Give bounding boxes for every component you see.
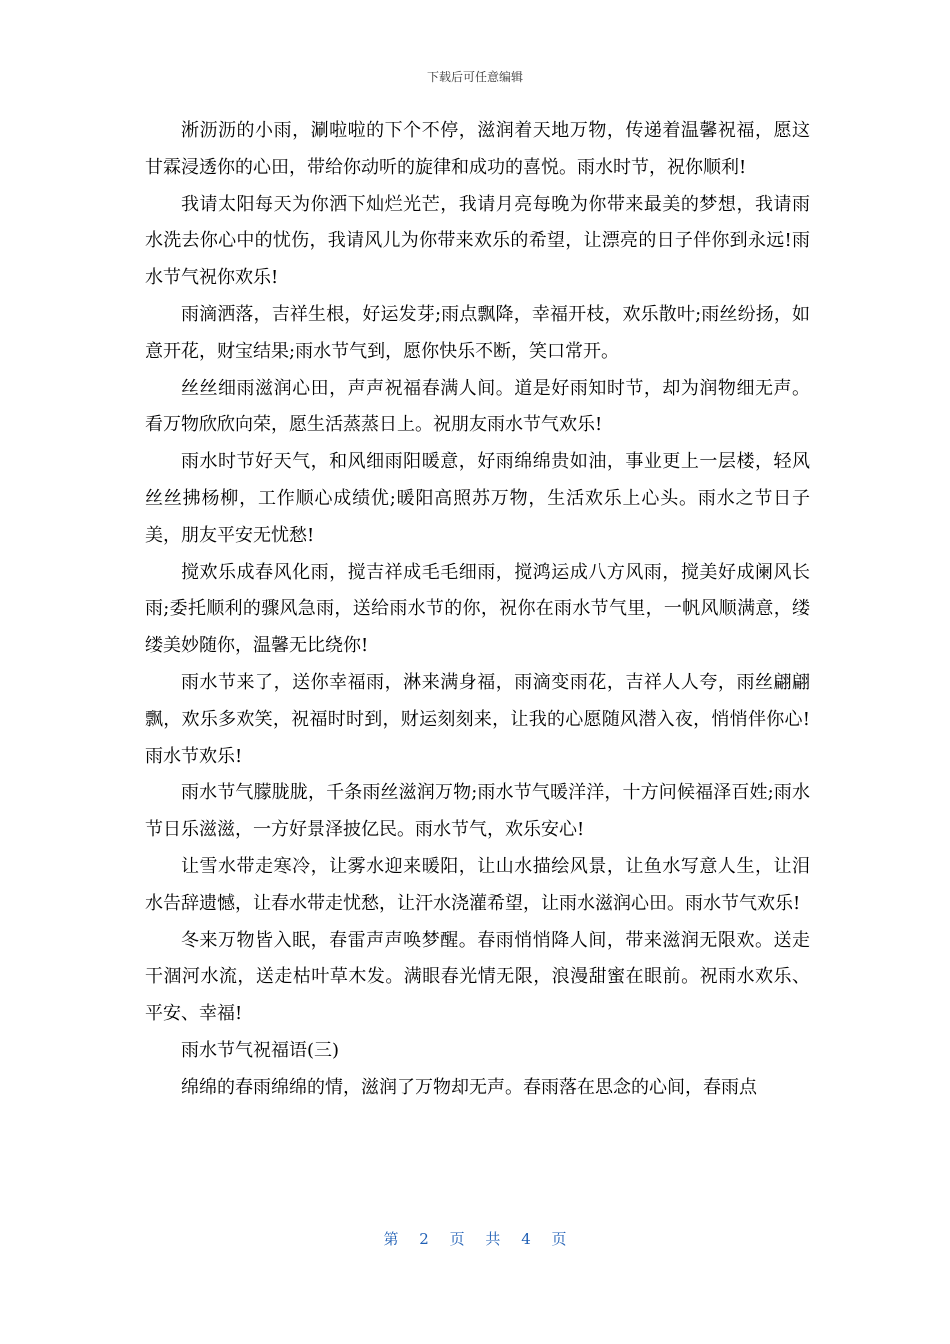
- paragraph: 雨水节气朦胧胧，千条雨丝滋润万物;雨水节气暖洋洋，十方问候福泽百姓;雨水节日乐滋滋，一方好景泽披亿民。雨水节气，欢乐安心!: [145, 782, 810, 841]
- paragraph: 雨水节来了，送你幸福雨，淋来满身福，雨滴变雨花，吉祥人人夸，雨丝翩翩飘，欢乐多欢笑，祝福时时到，财运刻刻来，让我的心愿随风潜入夜，悄悄伴你心!雨水节欢乐!: [145, 671, 810, 767]
- paragraph: 绵绵的春雨绵绵的情，滋润了万物却无声。春雨落在思念的心间，春雨点: [181, 1076, 757, 1098]
- paragraph: 我请太阳每天为你洒下灿烂光芒，我请月亮每晚为你带来最美的梦想，我请雨水洗去你心中的忧伤，我请风儿为你带来欢乐的希望，让漂亮的日子伴你到永远!雨水节气祝你欢乐!: [145, 193, 810, 289]
- paragraph: 搅欢乐成春风化雨，搅吉祥成毛毛细雨，搅鸿运成八方风雨，搅美好成阑风长雨;委托顺利的骤风急雨，送给雨水节的你，祝你在雨水节气里，一帆风顺满意，缕缕美妙随你，温馨无比绕你!: [145, 561, 810, 657]
- page-number: 2: [419, 1230, 429, 1248]
- paragraph: 冬来万物皆入眠，春雷声声唤梦醒。春雨悄悄降人间，带来滋润无限欢。送走干涸河水流，送走枯叶草木发。满眼春光情无限，浪漫甜蜜在眼前。祝雨水欢乐、平安、幸福!: [145, 929, 810, 1025]
- total-label: 共: [485, 1230, 501, 1248]
- paragraph: 雨水时节好天气，和风细雨阳暖意，好雨绵绵贵如油，事业更上一层楼，轻风丝丝拂杨柳，工作顺心成绩优;暖阳高照苏万物，生活欢乐上心头。雨水之节日子美，朋友平安无忧愁!: [145, 451, 810, 546]
- total-pages: 4: [521, 1230, 531, 1248]
- paragraph: 淅沥沥的小雨，涮啦啦的下个不停，滋润着天地万物，传递着温馨祝福，愿这甘霖浸透你的心田，带给你动听的旋律和成功的喜悦。雨水时节，祝你顺利!: [145, 120, 810, 178]
- page-unit: 页: [449, 1230, 465, 1248]
- paragraph: 让雪水带走寒冷，让雾水迎来暖阳，让山水描绘风景，让鱼水写意人生，让泪水告辞遗憾，让春水带走忧愁，让汗水浇灌希望，让雨水滋润心田。雨水节气欢乐!: [145, 855, 810, 914]
- total-unit: 页: [551, 1230, 567, 1248]
- paragraph: 雨滴洒落，吉祥生根，好运发芽;雨点飘降，幸福开枝，欢乐散叶;雨丝纷扬，如意开花，财宝结果;雨水节气到，愿你快乐不断，笑口常开。: [145, 303, 810, 362]
- page-header: 下载后可任意编辑: [426, 70, 523, 84]
- body-text: [145, 113, 810, 1107]
- page-label: 第: [383, 1230, 399, 1248]
- page-footer: [0, 1228, 950, 1249]
- section-heading: 雨水节气祝福语(三): [181, 1039, 340, 1061]
- paragraph: 丝丝细雨滋润心田，声声祝福春满人间。道是好雨知时节，却为润物细无声。看万物欣欣向荣，愿生活蒸蒸日上。祝朋友雨水节气欢乐!: [145, 377, 810, 436]
